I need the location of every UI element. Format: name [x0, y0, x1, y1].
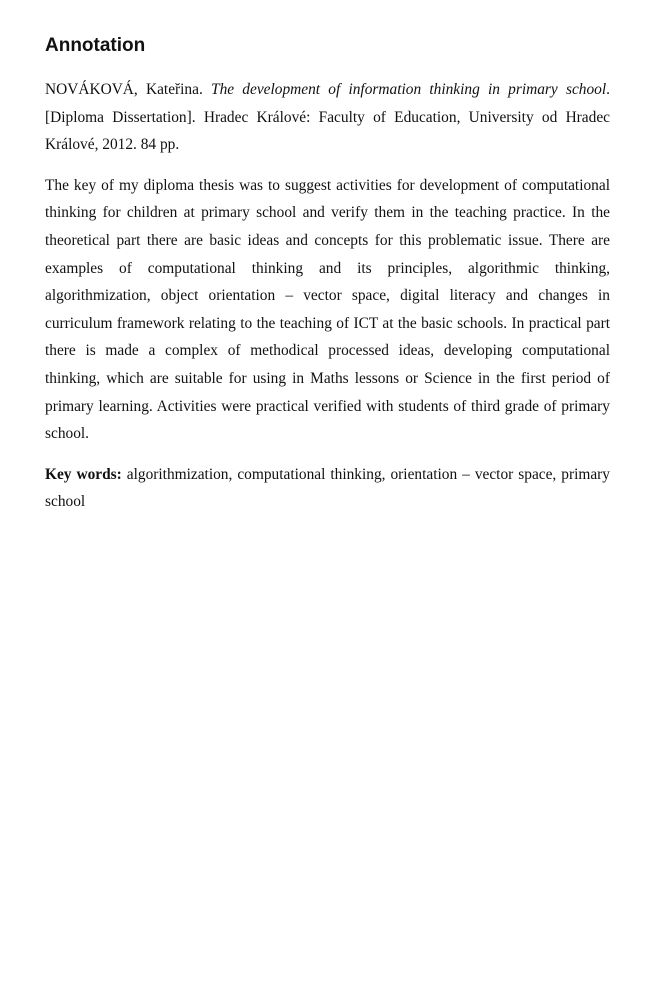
annotation-heading: Annotation	[45, 35, 146, 56]
keywords-text: algorithmization, computational thinking, orientation – vector space, primary school	[45, 465, 610, 511]
annotation-page	[45, 30, 610, 529]
keywords-label: Key words:	[45, 465, 122, 483]
citation-title: The development of information thinking in primary school	[211, 81, 607, 98]
citation-author: NOVÁKOVÁ, Kateřina	[45, 81, 199, 98]
abstract-paragraph: The key of my diploma thesis was to suggest activities for development of computational thinking for children at primary school and verify them in the teaching practice. In the theoretical part there are basic ideas and concepts for this problematic issue. There are examples of computational thinking and its principles, algorithmic thinking, algorithmization, object orientation – vector space, digital literacy and changes in curriculum framework relating to the teaching of ICT at the basic schools. In practical part there is made a complex of methodical processed ideas, developing computational thinking, which are suitable for using in Maths lessons or Science in the first period of primary learning. Activities were practical verified with students of third grade of primary school.	[45, 176, 610, 443]
citation-paragraph	[45, 76, 610, 159]
citation-details: . [Diploma Dissertation]. Hradec Králové: Faculty of Education, University od Hradec Králové, 2012. 84 pp.	[45, 81, 610, 154]
citation-separator: .	[198, 81, 212, 98]
keywords-paragraph	[45, 461, 610, 516]
